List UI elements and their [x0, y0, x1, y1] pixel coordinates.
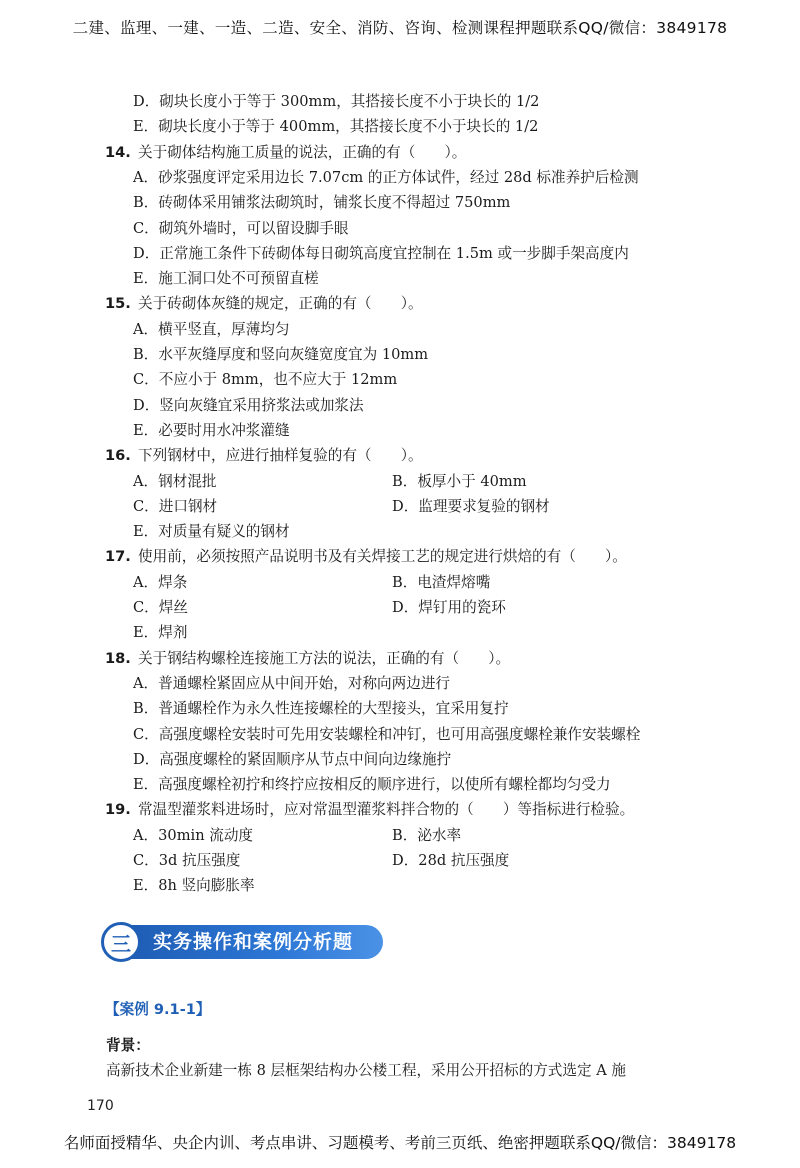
- answer-option: B．泌水率: [392, 827, 462, 844]
- question-number: 18.: [105, 650, 131, 667]
- section-number-badge: 三: [101, 922, 141, 962]
- answer-option: E．砌块长度小于等于 400mm，其搭接长度不小于块长的 1/2: [133, 118, 539, 135]
- answer-option: A．焊条: [133, 574, 188, 591]
- case-label: 【案例 9.1-1】: [105, 1001, 211, 1018]
- answer-option: E．对质量有疑义的钢材: [133, 523, 290, 540]
- section-title: 实务操作和案例分析题: [123, 925, 383, 959]
- answer-option: C．焊丝: [133, 599, 188, 616]
- answer-option: E．高强度螺栓初拧和终拧应按相反的顺序进行，以使所有螺栓都均匀受力: [133, 776, 611, 793]
- answer-option: A．普通螺栓紧固应从中间开始，对称向两边进行: [133, 675, 451, 692]
- answer-option: E．施工洞口处不可预留直槎: [133, 270, 319, 287]
- question-text: 关于砖砌体灰缝的规定，正确的有（ ）。: [138, 295, 423, 312]
- question-text: 关于钢结构螺栓连接施工方法的说法，正确的有（ ）。: [138, 650, 511, 667]
- answer-option: D．竖向灰缝宜采用挤浆法或加浆法: [133, 397, 364, 414]
- answer-option: E．8h 竖向膨胀率: [133, 877, 255, 894]
- case-body-text: 高新技术企业新建一栋 8 层框架结构办公楼工程，采用公开招标的方式选定 A 施: [106, 1062, 626, 1079]
- answer-option: C．进口钢材: [133, 498, 218, 515]
- answer-option: B．电渣焊熔嘴: [392, 574, 491, 591]
- answer-option: A．30min 流动度: [133, 827, 254, 844]
- question-number: 14.: [105, 144, 131, 161]
- question-number: 15.: [105, 295, 131, 312]
- page-header: 二建、监理、一建、一造、二造、安全、消防、咨询、检测课程押题联系QQ/微信：3849178: [72, 19, 728, 37]
- section-banner: [101, 922, 383, 962]
- question-number: 17.: [105, 548, 131, 565]
- answer-option: C．高强度螺栓安装时可先用安装螺栓和冲钉，也可用高强度螺栓兼作安装螺栓: [133, 726, 641, 743]
- question-text: 常温型灌浆料进场时，应对常温型灌浆料拌合物的（ ）等指标进行检验。: [138, 801, 635, 818]
- answer-option: C．3d 抗压强度: [133, 852, 241, 869]
- answer-option: D．正常施工条件下砖砌体每日砌筑高度宜控制在 1.5m 或一步脚手架高度内: [133, 245, 629, 262]
- answer-option: A．钢材混批: [133, 473, 217, 490]
- page-number: 170: [87, 1098, 114, 1114]
- answer-option: C．不应小于 8mm，也不应大于 12mm: [133, 371, 398, 388]
- page-footer: 名师面授精华、央企内训、考点串讲、习题模考、考前三页纸、绝密押题联系QQ/微信：3849178: [63, 1134, 737, 1152]
- answer-option: B．普通螺栓作为永久性连接螺栓的大型接头，宜采用复拧: [133, 700, 509, 717]
- answer-option: D．高强度螺栓的紧固顺序从节点中间向边缘施拧: [133, 751, 452, 768]
- answer-option: D．焊钉用的瓷环: [392, 599, 506, 616]
- answer-option: E．焊剂: [133, 624, 188, 641]
- question-number: 16.: [105, 447, 131, 464]
- answer-option: C．砌筑外墙时，可以留设脚手眼: [133, 220, 349, 237]
- answer-option: A．横平竖直，厚薄均匀: [133, 321, 290, 338]
- answer-option: B．板厚小于 40mm: [392, 473, 527, 490]
- answer-option: B．砖砌体采用铺浆法砌筑时，铺浆长度不得超过 750mm: [133, 194, 511, 211]
- answer-option: E．必要时用水冲浆灌缝: [133, 422, 290, 439]
- question-text: 关于砌体结构施工质量的说法，正确的有（ ）。: [138, 144, 467, 161]
- answer-option: A．砂浆强度评定采用边长 7.07cm 的正方体试件，经过 28d 标准养护后检测: [133, 169, 639, 186]
- question-number: 19.: [105, 801, 131, 818]
- answer-option: B．水平灰缝厚度和竖向灰缝宽度宜为 10mm: [133, 346, 429, 363]
- answer-option: D．监理要求复验的钢材: [392, 498, 550, 515]
- answer-option: D．28d 抗压强度: [392, 852, 510, 869]
- question-text: 使用前，必须按照产品说明书及有关焊接工艺的规定进行烘焙的有（ ）。: [138, 548, 627, 565]
- background-label: 背景：: [106, 1037, 150, 1054]
- answer-option: D．砌块长度小于等于 300mm，其搭接长度不小于块长的 1/2: [133, 93, 540, 110]
- question-text: 下列钢材中，应进行抽样复验的有（ ）。: [138, 447, 423, 464]
